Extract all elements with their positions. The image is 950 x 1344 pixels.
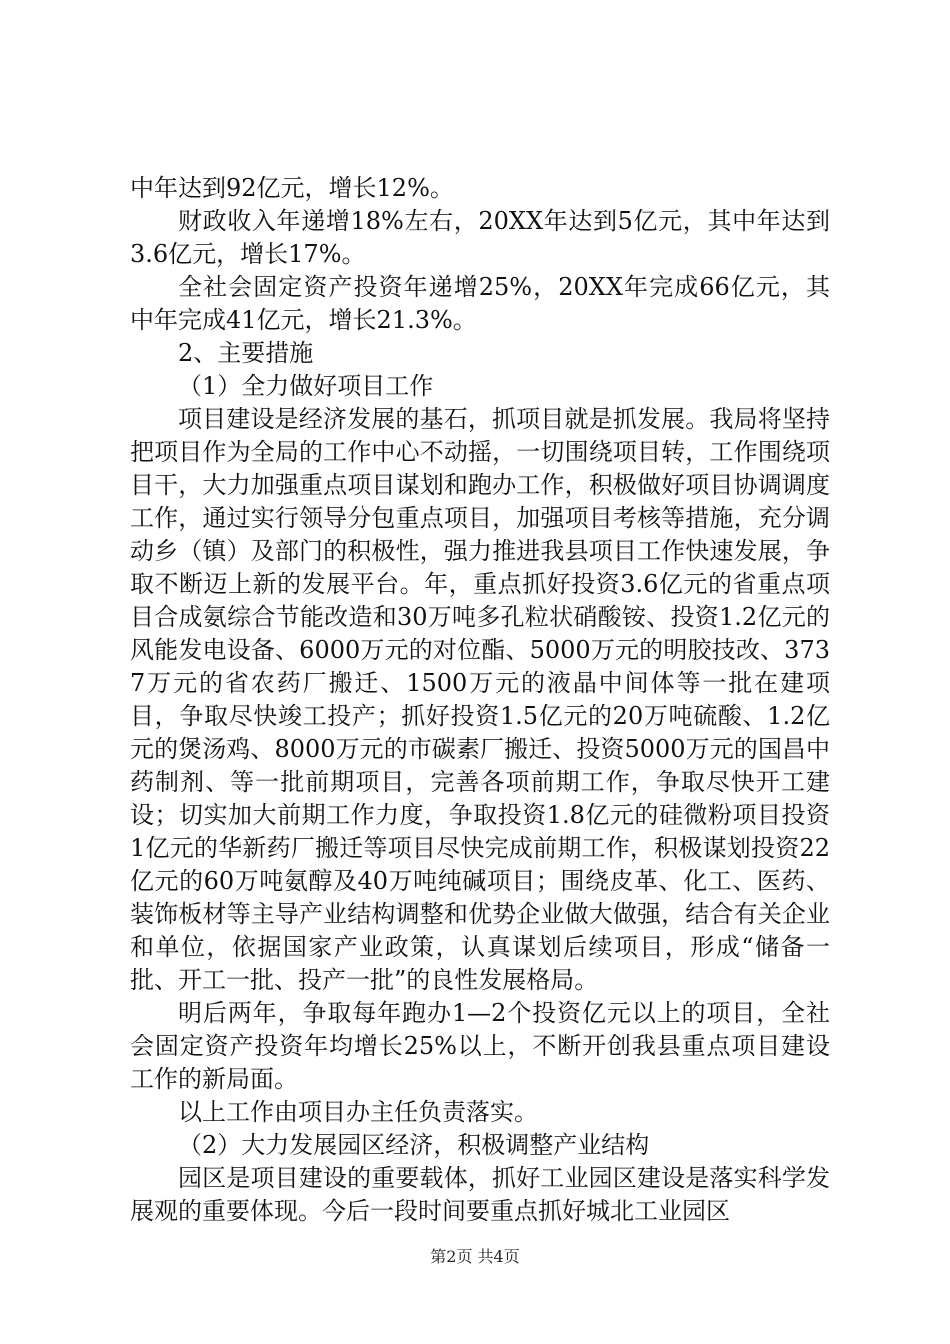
page-number-footer: 第2页 共4页 [430, 1247, 520, 1266]
paragraph-fiscal-revenue: 财政收入年递增18%左右，20XX年达到5亿元，其中年达到3.6亿元，增长17%。 [130, 207, 830, 268]
paragraph-next-two-years: 明后两年，争取每年跑办1—2个投资亿元以上的项目，全社会固定资产投资年均增长25%以上，不断开创我县重点项目建设工作的新局面。 [130, 999, 830, 1093]
document-body [130, 172, 830, 1228]
subsection-heading-projects: （1）全力做好项目工作 [178, 372, 434, 400]
paragraph-project-construction: 项目建设是经济发展的基石，抓项目就是抓发展。我局将坚持把项目作为全局的工作中心不动摇，一切围绕项目转，工作围绕项目干，大力加强重点项目谋划和跑办工作，积极做好项目协调调度工作，通过实行领导分包重点项目，加强项目考核等措施，充分调动乡（镇）及部门的积极性，强力推进我县项目工作快速发展，争取不断迈上新的发展平台。年，重点抓好投资3.6亿元的省重点项目合成氨综合节能改造和30万吨多孔粒状硝酸铵、投资1.2亿元的风能发电设备、6000万元的对位酯、5000万元的明胶技改、3737万元的省农药厂搬迁、1500万元的液晶中间体等一批在建项目，争取尽快竣工投产；抓好投资1.5亿元的20万吨硫酸、1.2亿元的煲汤鸡、8000万元的市碳素厂搬迁、投资5000万元的国昌中药制剂、等一批前期项目，完善各项前期工作，争取尽快开工建设；切实加大前期工作力度，争取投资1.8亿元的硅微粉项目投资1亿元的华新药厂搬迁等项目尽快完成前期工作，积极谋划投资22亿元的60万吨氨醇及40万吨纯碱项目；围绕皮革、化工、医药、装饰板材等主导产业结构调整和优势企业做大做强，结合有关企业和单位，依据国家产业政策，认真谋划后续项目，形成“储备一批、开工一批、投产一批”的良性发展格局。 [130, 405, 830, 994]
section-heading-main-measures: 2、主要措施 [178, 339, 314, 367]
paragraph-responsibility: 以上工作由项目办主任负责落实。 [178, 1098, 538, 1126]
paragraph-fixed-asset-investment: 全社会固定资产投资年递增25%，20XX年完成66亿元，其中年完成41亿元，增长21.3%。 [130, 273, 830, 334]
paragraph-continuation: 中年达到92亿元，增长12%。 [130, 174, 454, 202]
paragraph-industrial-parks: 园区是项目建设的重要载体，抓好工业园区建设是落实科学发展观的重要体现。今后一段时间要重点抓好城北工业园区 [130, 1164, 830, 1225]
subsection-heading-industrial-parks: （2）大力发展园区经济，积极调整产业结构 [178, 1131, 650, 1159]
